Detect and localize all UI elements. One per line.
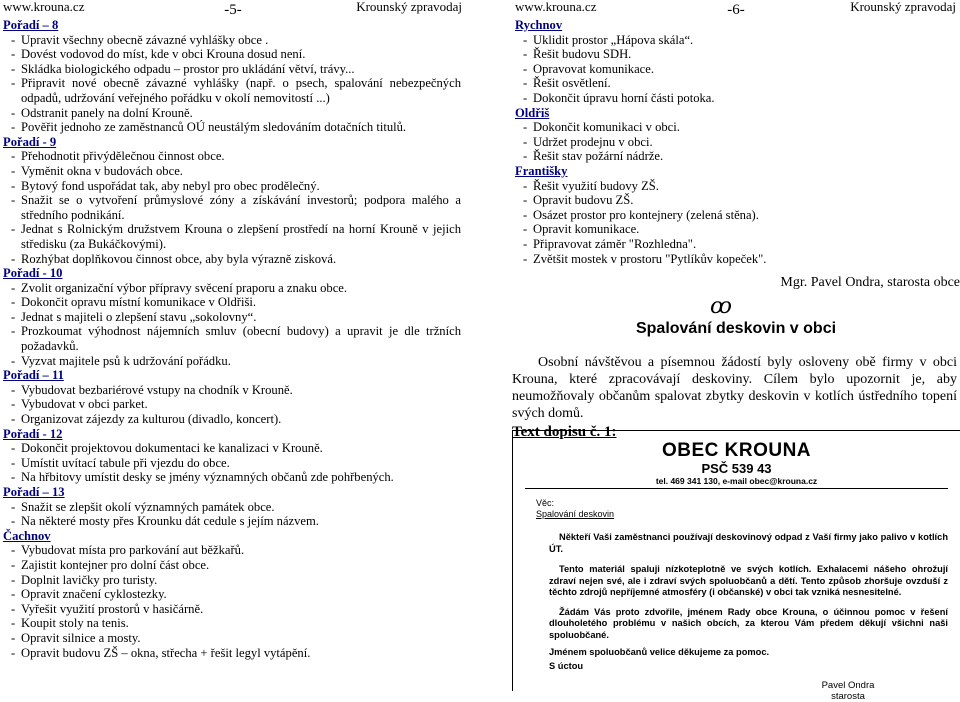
journal-name: Krounský zpravodaj [356, 0, 462, 14]
ornament: ꝏ [710, 293, 732, 319]
list-item: - Vybudovat v obci parket. [3, 397, 461, 412]
mayor-signature: Mgr. Pavel Ondra, starosta obce [780, 275, 960, 291]
letter-paragraph: Jménem spoluobčanů velice děkujeme za pomoc. [549, 647, 770, 657]
section-title: Pořadí – 11 [3, 368, 64, 383]
left-column [0, 18, 466, 660]
task-list [3, 500, 461, 529]
list-item: - Opravit budovu ZŠ. [515, 193, 955, 208]
list-item: - Jednat s Rolnickým družstvem Krouna o zlepšení prostředí na horní Krouně v jejich středisku (za Bukáčkovými). [3, 222, 461, 251]
list-item: - Uklidit prostor „Hápova skála“. [515, 33, 955, 48]
list-item: - Vyzvat majitele psů k udržování pořádku. [3, 354, 461, 369]
list-item: - Rozhýbat doplňkovou činnost obce, aby byla výrazně zisková. [3, 252, 461, 267]
list-item: - Připravovat záměr "Rozhledna". [515, 237, 955, 252]
list-item: - Vyřešit využití prostorů v hasičárně. [3, 602, 461, 617]
article-body: Osobní návštěvou a písemnou žádostí byly osloveny obě firmy v obci Krouna, které zpracovávají deskoviny. Cílem bylo upozornit je, aby neumožňovaly občanům spalovat zbytky deskovin v kotlích ústředního topení svých domů. [512, 354, 957, 421]
letter-contact: tel. 469 341 130, e-mail obec@krouna.cz [655, 476, 818, 486]
list-item: - Na hřbitovy umístit desky se jmény významných občanů zde pohřbených. [3, 470, 461, 485]
list-item: - Dokončit opravu místní komunikace v Oldřiši. [3, 295, 461, 310]
list-item: - Dokončit úpravu horní části potoka. [515, 91, 955, 106]
list-item: - Připravit nové obecně závazné vyhlášky (např. o psech, spalování nebezpečných odpadů, udržování veřejného pořádku v okolí nemovitostí ...) [3, 76, 461, 105]
journal-name: Krounský zpravodaj [850, 0, 956, 14]
plan-section [515, 106, 955, 164]
plan-section [3, 485, 461, 529]
list-item: - Organizovat zájezdy za kulturou (divadlo, koncert). [3, 412, 461, 427]
list-item: - Opravit komunikace. [515, 222, 955, 237]
list-item: - Udržet prodejnu v obci. [515, 135, 955, 150]
letter-paragraph: Někteří Vaši zaměstnanci používají deskovinový odpad z Vaší firmy jako palivo v kotlích ÚT. [549, 532, 948, 554]
section-title: Oldřiš [515, 105, 550, 120]
plan-section [3, 427, 461, 485]
list-item: - Vyměnit okna v budovách obce. [3, 164, 461, 179]
list-item: - Vybudovat místa pro parkování aut běžkařů. [3, 543, 461, 558]
page-right [512, 0, 960, 702]
list-item: - Bytový fond uspořádat tak, aby nebyl pro obec prodělečný. [3, 179, 461, 194]
list-item: - Přehodnotit přivýdělečnou činnost obce. [3, 149, 461, 164]
letter-divider [525, 488, 948, 489]
right-column [512, 18, 960, 266]
letter-signer-name: Pavel Ondra [821, 680, 875, 691]
plan-section [3, 529, 461, 660]
list-item: - Zvětšit mostek v prostoru "Pytlíkův kopeček". [515, 252, 955, 267]
section-title: Pořadí - 12 [3, 426, 63, 441]
site-url[interactable]: www.krouna.cz [515, 0, 597, 14]
page-header [512, 0, 960, 18]
section-title: Pořadí - 10 [3, 266, 63, 281]
list-item: - Snažit se o vytvoření průmyslové zóny a získávání investorů; podpora malého a středního podnikání. [3, 193, 461, 222]
page-number: -6- [727, 2, 745, 18]
letter-closing: S úctou [549, 660, 584, 671]
letter-postcode: PSČ 539 43 [701, 461, 772, 476]
page-header [0, 0, 466, 18]
letter-subject [536, 498, 960, 520]
task-list [515, 33, 955, 106]
task-list [3, 441, 461, 485]
list-item: - Koupit stoly na tenis. [3, 616, 461, 631]
list-item: - Upravit všechny obecně závazné vyhlášky obce . [3, 33, 461, 48]
plan-section [3, 18, 461, 135]
list-item: - Řešit využití budovy ZŠ. [515, 179, 955, 194]
letter-signer-role: starosta [831, 691, 865, 702]
letter-paragraph: Tento materiál spaluji nízkoteplotně ve svých kotlích. Exhalacemi nášeho ohrožují zdraví nejen své, ale i zdraví svých spoluobčanů a dětí. Tento způsob zhoršuje ovzduší z těchto zdrojů nepříjemné atmosféry (i občanské) v obci tak vzniká nesnesitelné. [549, 564, 948, 597]
letter-title: OBEC KROUNA [661, 440, 812, 461]
letter-label: Text dopisu č. 1: [512, 423, 617, 440]
list-item: - Řešit stav požární nádrže. [515, 149, 955, 164]
list-item: - Zajistit kontejner pro dolní část obce. [3, 558, 461, 573]
list-item: - Pověřit jednoho ze zaměstnanců OÚ neustálým sledováním dotačních titulů. [3, 120, 461, 135]
list-item: - Opravit silnice a mosty. [3, 631, 461, 646]
letter-signature [808, 680, 888, 702]
list-item: - Snažit se zlepšit okolí významných památek obce. [3, 500, 461, 515]
task-list [515, 179, 955, 267]
section-title: Rychnov [515, 18, 563, 32]
list-item: - Opravit značení cyklostezky. [3, 587, 461, 602]
list-item: - Jednat s majiteli o zlepšení stavu „sokolovny“. [3, 310, 461, 325]
list-item: - Dovést vodovod do míst, kde v obci Krouna dosud není. [3, 47, 461, 62]
list-item: - Opravit budovu ZŠ – okna, střecha + řešit legyl vytápění. [3, 646, 461, 661]
list-item: - Umístit uvítací tabule při vjezdu do obce. [3, 456, 461, 471]
list-item: - Doplnit lavičky pro turisty. [3, 573, 461, 588]
section-title: Pořadí - 9 [3, 134, 57, 149]
letter-image [512, 430, 960, 702]
article-title: Spalování deskovin v obci [635, 319, 837, 337]
page-number: -5- [224, 2, 242, 18]
site-url[interactable]: www.krouna.cz [3, 0, 85, 14]
task-list [3, 383, 461, 427]
letter-paragraph: Žádám Vás proto zdvořile, jménem Rady obce Krouna, o účinnou pomoc v řešení dlouholetého problému v našich obcích, za kterou Vám předem děkují všichni naši spoluobčané. [549, 606, 948, 640]
list-item: - Řešit osvětlení. [515, 76, 955, 91]
plan-section [3, 368, 461, 426]
section-title: Pořadí – 8 [3, 18, 59, 32]
letter-subject-text: Spalování deskovin [536, 509, 615, 519]
task-list [3, 281, 461, 369]
plan-section [515, 164, 955, 266]
list-item: - Dokončit komunikaci v obci. [515, 120, 955, 135]
letter-subject-label: Věc: [536, 498, 555, 508]
page-left [0, 0, 466, 684]
section-title: Čachnov [3, 528, 51, 543]
list-item: - Zvolit organizační výbor přípravy svěcení praporu a znaku obce. [3, 281, 461, 296]
section-title: Pořadí – 13 [3, 485, 65, 499]
list-item: - Odstranit panely na dolní Krouně. [3, 106, 461, 121]
plan-section [3, 266, 461, 368]
list-item: - Na některé mosty přes Krounku dát cedule s jejím názvem. [3, 514, 461, 529]
list-item: - Vybudovat bezbariérové vstupy na chodník v Krouně. [3, 383, 461, 398]
plan-section [3, 135, 461, 266]
plan-section [515, 18, 955, 106]
task-list [3, 543, 461, 660]
list-item: - Řešit budovu SDH. [515, 47, 955, 62]
section-title: Františky [515, 163, 568, 178]
list-item: - Dokončit projektovou dokumentaci ke kanalizaci v Krouně. [3, 441, 461, 456]
task-list [515, 120, 955, 164]
list-item: - Prozkoumat výhodnost nájemních smluv (obecní budovy) a upravit je dle tržních požadavků. [3, 324, 461, 353]
list-item: - Osázet prostor pro kontejnery (zelená stěna). [515, 208, 955, 223]
task-list [3, 149, 461, 266]
task-list [3, 33, 461, 135]
list-item: - Skládka biologického odpadu – prostor pro ukládání větví, trávy... [3, 62, 461, 77]
list-item: - Opravovat komunikace. [515, 62, 955, 77]
